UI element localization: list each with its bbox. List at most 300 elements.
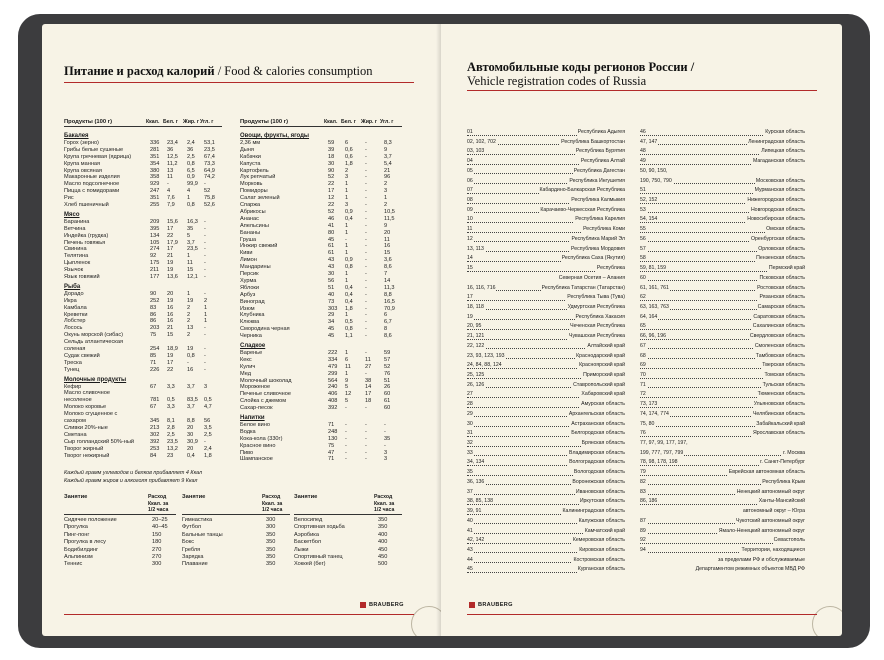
food-value: - <box>365 421 367 428</box>
food-value: 11 <box>365 356 371 363</box>
region-name: Республика <box>596 264 625 274</box>
food-value: 6,5 <box>187 167 195 174</box>
region-name: Республика Крым <box>761 478 805 488</box>
region-code: 34, 134 <box>467 459 485 466</box>
brand-name: BRAUBERG <box>478 602 513 608</box>
region-code-row <box>467 264 625 274</box>
food-value: - <box>365 449 367 456</box>
food-value: 84 <box>150 452 157 459</box>
region-code-row <box>467 439 625 449</box>
activity-value-header: 1/2 часа <box>262 507 283 513</box>
activity-rule <box>64 514 176 515</box>
region-name: Еврейская автономная область <box>728 468 805 478</box>
food-name: Сахар-песок <box>240 405 273 412</box>
region-code-row <box>640 400 805 410</box>
food-value: 17,9 <box>167 239 178 246</box>
food-value: 2,4 <box>204 445 212 452</box>
food-value: 11 <box>345 363 351 370</box>
activity-name: Бальные танцы <box>182 531 223 538</box>
region-code: 89 <box>640 527 646 534</box>
food-value: 2,5 <box>187 153 195 160</box>
food-value: 46 <box>328 215 335 222</box>
activity-value-header: Расход <box>148 494 167 500</box>
food-value: - <box>204 260 206 267</box>
food-value: - <box>365 208 367 215</box>
food-value: 3,6 <box>384 257 392 264</box>
food-value: 76 <box>384 370 391 377</box>
food-value: 392 <box>150 438 160 445</box>
food-value: 254 <box>150 346 160 352</box>
food-value: 96 <box>384 174 391 181</box>
food-value: 86 <box>150 318 157 325</box>
food-name: соленая <box>64 346 86 352</box>
region-code-row <box>640 167 805 177</box>
food-value: 45 <box>328 333 335 340</box>
food-value: - <box>365 250 367 257</box>
region-name: Липецкая область <box>760 147 805 157</box>
food-value: 2 <box>204 297 208 304</box>
food-value: 16 <box>167 311 174 318</box>
food-value: 64,9 <box>204 167 215 174</box>
column-header-nutrient: Жир. г <box>361 119 378 125</box>
food-name: Дыня <box>240 146 254 153</box>
region-code-row <box>640 497 805 507</box>
food-value: - <box>365 326 367 333</box>
food-value: 43 <box>328 257 335 264</box>
food-value: 2,8 <box>167 424 175 431</box>
food-value: 15 <box>167 332 174 339</box>
food-value: 395 <box>150 225 160 232</box>
food-value: 20 <box>187 445 194 452</box>
food-name: Крупа манная <box>64 160 101 167</box>
region-name: Владимирская область <box>568 449 625 459</box>
food-value: - <box>365 277 367 284</box>
food-value: - <box>204 181 206 188</box>
region-name: Кабардино-Балкарская Республика <box>539 186 626 196</box>
food-name: Грибы белые сушеные <box>64 146 124 153</box>
food-name: Груша <box>240 236 257 243</box>
column-header-nutrient: Ккал. <box>146 119 160 125</box>
food-value: - <box>345 442 347 449</box>
region-code: 61, 161, 761 <box>640 284 669 291</box>
region-code: 18, 118 <box>467 303 484 310</box>
region-code-row <box>640 303 805 313</box>
region-name: Камчатский край <box>584 527 625 537</box>
region-code: 47, 147 <box>640 138 658 145</box>
region-code: 41 <box>467 527 473 534</box>
region-code: 48 <box>640 148 646 155</box>
region-code-row <box>640 293 805 303</box>
region-code: 45 <box>467 566 473 573</box>
region-code-row <box>640 449 805 459</box>
food-value: 13 <box>167 167 174 174</box>
food-name: Язык говяжий <box>64 274 100 280</box>
activity-kcal: 450 <box>378 546 388 553</box>
food-value: 3 <box>345 202 349 208</box>
food-value: - <box>365 202 367 208</box>
food-value: 29 <box>328 312 335 319</box>
activity-name: Сидячее положение <box>64 517 117 523</box>
region-code-row <box>640 536 805 546</box>
region-code: 57 <box>640 245 646 252</box>
region-code: 59, 81, 159 <box>640 265 666 272</box>
food-value: 0,6 <box>345 153 353 160</box>
food-value: - <box>365 319 367 326</box>
activity-kcal: 40–45 <box>152 524 168 531</box>
food-value: - <box>365 153 367 160</box>
region-code: 23, 93, 123, 193 <box>467 352 505 359</box>
food-value: 16,5 <box>384 298 395 305</box>
activity-header: Занятие <box>294 494 318 500</box>
region-code-row <box>640 206 805 216</box>
food-value: - <box>365 349 367 356</box>
food-name: Язычок <box>64 267 84 274</box>
food-value: 23 <box>167 452 174 459</box>
food-value: - <box>365 174 367 181</box>
activity-kcal: 350 <box>378 524 388 531</box>
food-name: Камбала <box>64 304 87 311</box>
region-code: 60 <box>640 274 646 281</box>
bottom-rule <box>64 614 414 615</box>
activity-value-header: 1/2 часа <box>374 507 395 513</box>
activity-header: Занятие <box>64 494 88 500</box>
activity-name: Плавание <box>182 561 208 568</box>
region-name: Белгородская область <box>570 429 625 439</box>
food-value: 17 <box>365 391 372 398</box>
region-name: Чеченская Республика <box>569 322 625 332</box>
region-code-row <box>467 245 625 255</box>
food-value: 1,1 <box>345 333 353 340</box>
region-name: Мурманская область <box>754 186 805 196</box>
food-value: 0,8 <box>187 352 195 359</box>
food-value: 51 <box>384 377 391 384</box>
activity-name: Лыжи <box>294 546 309 553</box>
region-name: Ярославская область <box>752 429 805 439</box>
food-value: 22 <box>328 202 335 208</box>
food-value: 392 <box>328 405 338 412</box>
food-value: 38 <box>365 377 372 384</box>
region-code-row <box>640 371 805 381</box>
region-code: 40 <box>467 517 473 524</box>
food-name: Молоко сгущенное с <box>64 411 118 418</box>
region-code: 09 <box>467 206 473 213</box>
food-value: 13,6 <box>167 274 178 280</box>
region-name: Удмуртская Республика <box>567 303 625 313</box>
food-category: Рыба <box>64 283 81 290</box>
region-name: Амурская область <box>580 400 625 410</box>
activity-name: Зарядка <box>182 554 204 560</box>
region-code: 24, 84, 88, 124 <box>467 362 502 369</box>
food-value: - <box>365 284 367 291</box>
region-code-row <box>640 196 805 206</box>
food-value: 85 <box>150 352 157 359</box>
food-value: - <box>204 325 206 332</box>
region-code: 35 <box>467 469 473 476</box>
food-value: 281 <box>150 146 160 153</box>
region-name: Оренбургская область <box>750 235 805 245</box>
food-value: 61 <box>328 243 335 250</box>
food-value: - <box>204 225 206 232</box>
region-code-row <box>640 215 805 225</box>
food-name: Бананы <box>240 229 261 236</box>
region-code: 46 <box>640 129 646 135</box>
food-value: 14 <box>365 384 372 391</box>
food-name: Персик <box>240 271 259 277</box>
food-value: 34 <box>328 319 335 326</box>
food-value: - <box>204 253 206 260</box>
food-name: Судак свежий <box>64 352 100 359</box>
region-name: Красноярский край <box>578 361 625 371</box>
region-code: 52, 152 <box>640 197 658 204</box>
region-code: 12 <box>467 235 473 242</box>
region-name: Архангельская область <box>568 410 625 420</box>
region-name: Орловская область <box>757 245 805 255</box>
food-value: 1 <box>345 229 349 236</box>
region-code-row <box>467 361 625 371</box>
food-value: - <box>384 442 386 449</box>
food-value: 22 <box>328 181 335 188</box>
column-header-nutrient: Жир. г <box>183 119 200 125</box>
food-value: 6 <box>384 312 388 319</box>
codes-title: Автомобильные коды регионов России / <box>467 60 695 74</box>
food-value: 2 <box>187 332 191 339</box>
activity-name: Хоккей (бег) <box>294 561 326 568</box>
food-value: 6,7 <box>384 319 392 326</box>
food-value: 255 <box>150 202 160 208</box>
food-value: 3,5 <box>204 424 212 431</box>
food-name: несоленое <box>64 397 92 404</box>
food-value: 16,3 <box>187 218 198 225</box>
food-value: 2 <box>384 181 388 188</box>
title-rule <box>64 82 414 83</box>
activity-name: Пинг-понг <box>64 531 90 538</box>
region-code: 04 <box>467 158 473 165</box>
bottom-rule <box>467 614 817 615</box>
region-code: 87 <box>640 517 646 524</box>
activity-name: Теннис <box>64 561 83 568</box>
region-name: Республика Дагестан <box>573 167 625 177</box>
column-header-nutrient: Бел. г <box>341 119 356 125</box>
region-code: 31 <box>467 430 473 437</box>
food-value: 8,8 <box>384 291 392 298</box>
food-value: 41 <box>328 222 335 229</box>
activity-name: Аэробика <box>294 531 319 538</box>
food-value: 3 <box>384 449 388 456</box>
region-name: Территории, находящиеся <box>740 546 805 556</box>
region-code: 66, 96, 196 <box>640 333 666 340</box>
food-value: 134 <box>150 232 160 239</box>
food-value: 2 <box>384 202 388 208</box>
food-value: 15,6 <box>167 218 178 225</box>
food-value: - <box>345 456 347 463</box>
food-value: - <box>365 428 367 435</box>
region-code-row <box>640 186 805 196</box>
food-value: 408 <box>328 398 338 405</box>
region-name: Свердловская область <box>749 332 805 342</box>
region-code-row <box>467 206 625 216</box>
food-value: 7,9 <box>167 202 175 208</box>
region-name: Рязанская область <box>758 293 805 303</box>
food-name: Помидоры <box>240 188 268 195</box>
food-value: 26 <box>384 384 391 391</box>
food-value: - <box>365 139 367 146</box>
food-name: Горох (зерно) <box>64 139 99 146</box>
region-code-row <box>640 313 805 323</box>
region-code <box>640 508 641 514</box>
column-header-nutrient: Угл. г <box>200 119 214 125</box>
region-code <box>640 557 641 563</box>
food-value: 252 <box>150 297 160 304</box>
food-value: 36 <box>167 146 174 153</box>
food-value: 53,1 <box>204 139 215 146</box>
activity-name: Прогулка <box>64 524 88 531</box>
activity-rule <box>182 514 290 515</box>
food-value: 0,4 <box>187 452 195 459</box>
region-code-row <box>640 420 805 430</box>
region-code-row <box>640 439 805 449</box>
region-code: 94 <box>640 546 646 553</box>
food-value: 1 <box>345 195 349 202</box>
region-code: 13, 113 <box>467 245 484 252</box>
food-name: Пиво <box>240 449 254 456</box>
region-name: Курская область <box>764 128 805 138</box>
region-code-row <box>467 458 625 468</box>
activity-header: Занятие <box>182 494 206 500</box>
region-name: Забайкальский край <box>755 420 805 430</box>
region-name: Кировская область <box>578 546 625 556</box>
region-code: 50, 90, 150, <box>640 167 668 174</box>
food-value: - <box>365 305 367 312</box>
food-value: - <box>345 421 347 428</box>
region-code-row <box>640 429 805 439</box>
region-code-row <box>640 177 805 187</box>
page-corner <box>812 606 842 636</box>
region-code: 199, 777, 797, 799 <box>640 449 684 456</box>
brand-mark-icon <box>360 602 366 608</box>
region-code-row <box>467 556 625 566</box>
region-code-row <box>467 468 625 478</box>
region-code-row <box>467 254 625 264</box>
food-value: 247 <box>150 188 160 195</box>
title-rule <box>467 90 817 91</box>
food-value: - <box>365 181 367 188</box>
region-name: Псковская область <box>758 274 805 284</box>
food-name: Кефир <box>64 383 82 390</box>
region-code-row <box>467 371 625 381</box>
region-name: Челябинская область <box>752 410 805 420</box>
food-name: Хурма <box>240 277 257 284</box>
region-name: Чукотский автономный округ <box>735 517 805 527</box>
region-code-row <box>467 177 625 187</box>
activity-kcal: 350 <box>266 531 276 538</box>
food-value: - <box>204 218 206 225</box>
region-code-row <box>640 517 805 527</box>
food-value: 8,1 <box>167 418 175 424</box>
region-code: 15 <box>467 265 473 272</box>
food-value: 52 <box>384 363 391 370</box>
region-code: 56 <box>640 235 646 242</box>
region-name: Самарская область <box>757 303 805 313</box>
food-value: 1 <box>384 195 388 202</box>
region-code: 63, 163, 763 <box>640 303 669 310</box>
food-value: 354 <box>150 160 160 167</box>
activity-value-header: Расход <box>374 494 393 500</box>
region-code-row <box>467 420 625 430</box>
activity-kcal: 400 <box>378 539 388 546</box>
food-value: - <box>345 405 347 412</box>
food-value: 19 <box>167 267 174 274</box>
region-name: Томская область <box>763 371 805 381</box>
brand-name: BRAUBERG <box>369 602 404 608</box>
region-code: 74, 174, 774 <box>640 410 669 417</box>
food-value: 11 <box>384 236 390 243</box>
region-code-row <box>640 274 805 284</box>
food-value: 0,5 <box>204 397 212 404</box>
region-code: 58 <box>640 255 646 262</box>
region-code-row <box>640 361 805 371</box>
food-value: 1,8 <box>345 305 353 312</box>
food-value: 21 <box>384 167 391 174</box>
region-code: 38, 85, 138 <box>467 498 493 505</box>
region-code: 28 <box>467 401 473 408</box>
region-code-row <box>467 390 625 400</box>
food-value: 1 <box>345 243 349 250</box>
region-code: 33 <box>467 449 473 456</box>
brand-mark-icon <box>469 602 475 608</box>
food-name: Творог нежирный <box>64 452 110 459</box>
region-name: Республика Калмыкия <box>570 196 625 206</box>
food-value: 334 <box>328 356 338 363</box>
food-name: Киви <box>240 250 253 257</box>
food-value: 23,4 <box>167 139 178 146</box>
region-code-row <box>640 381 805 391</box>
region-code: 10 <box>467 216 473 223</box>
region-name: Республика Хакасия <box>575 313 625 323</box>
food-value: - <box>365 271 367 277</box>
region-name: Калининградская область <box>562 507 625 517</box>
food-name: Картофель <box>240 167 269 174</box>
food-value: 8,8 <box>187 418 195 424</box>
food-name: Макаронные изделия <box>64 174 120 181</box>
food-name: Клубника <box>240 312 265 319</box>
region-code-row <box>467 128 625 138</box>
food-name: Сливки 20%-ные <box>64 424 108 431</box>
region-name: Магаданская область <box>752 157 805 167</box>
food-value: 12,5 <box>167 153 178 160</box>
region-code: 43 <box>467 546 473 553</box>
food-value: 75 <box>150 332 157 339</box>
column-header-nutrient: Ккал. <box>324 119 338 125</box>
food-value: - <box>365 236 367 243</box>
region-code: 16, 116, 716 <box>467 284 496 291</box>
food-value: 12 <box>345 391 352 398</box>
column-header-nutrient: Бел. г <box>163 119 178 125</box>
food-value: 71 <box>328 421 335 428</box>
food-name: Кекс <box>240 356 252 363</box>
food-value: 67,4 <box>204 153 215 160</box>
region-name: Калужская область <box>578 517 625 527</box>
region-code-row <box>467 429 625 439</box>
activity-value-header: Ккал. за <box>148 500 169 507</box>
food-value: 19 <box>187 297 194 304</box>
region-code-row <box>467 167 625 177</box>
food-value: 86 <box>150 311 157 318</box>
region-code: 11 <box>467 226 473 233</box>
region-name: Ивановская область <box>575 488 625 498</box>
food-name: Телятина <box>64 253 89 260</box>
food-value: 73,3 <box>204 160 215 167</box>
food-value: 17 <box>328 188 335 195</box>
